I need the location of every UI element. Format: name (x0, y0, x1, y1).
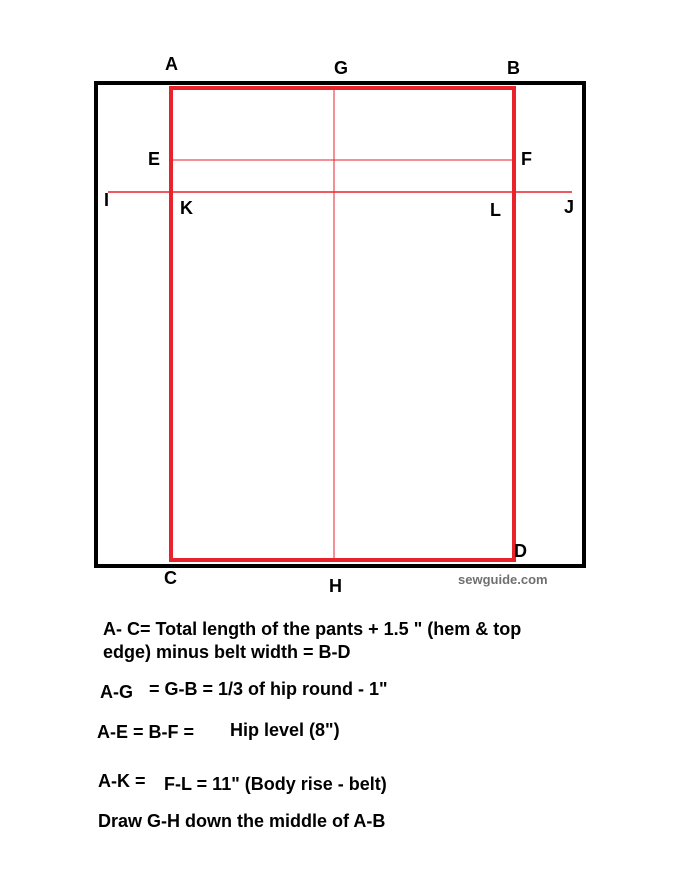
point-i-label: I (104, 190, 110, 210)
point-c-label: C (164, 568, 177, 588)
point-j-label: J (564, 197, 575, 217)
note-a-g-label: A-G (100, 682, 133, 702)
note-a-c-line1: A- C= Total length of the pants + 1.5 " (hem & top (103, 619, 522, 639)
note-a-e-value: Hip level (8") (230, 720, 340, 740)
note-a-e-label: A-E = B-F = (97, 722, 195, 742)
point-b-label: B (507, 58, 520, 78)
watermark: sewguide.com (458, 572, 548, 587)
note-a-k-label: A-K = (98, 771, 146, 791)
note-a-k-value: F-L = 11" (Body rise - belt) (164, 774, 387, 794)
note-g-h: Draw G-H down the middle of A-B (98, 811, 386, 831)
point-a-label: A (165, 54, 178, 74)
point-l-label: L (490, 200, 501, 220)
point-h-label: H (329, 576, 342, 596)
note-a-c-line2: edge) minus belt width = B-D (103, 642, 351, 662)
point-d-label: D (514, 541, 527, 561)
point-f-label: F (521, 149, 532, 169)
point-g-label: G (334, 58, 349, 78)
pattern-rectangle (171, 88, 514, 560)
note-a-g-value: = G-B = 1/3 of hip round - 1" (149, 679, 388, 699)
point-k-label: K (180, 198, 193, 218)
point-e-label: E (148, 149, 161, 169)
